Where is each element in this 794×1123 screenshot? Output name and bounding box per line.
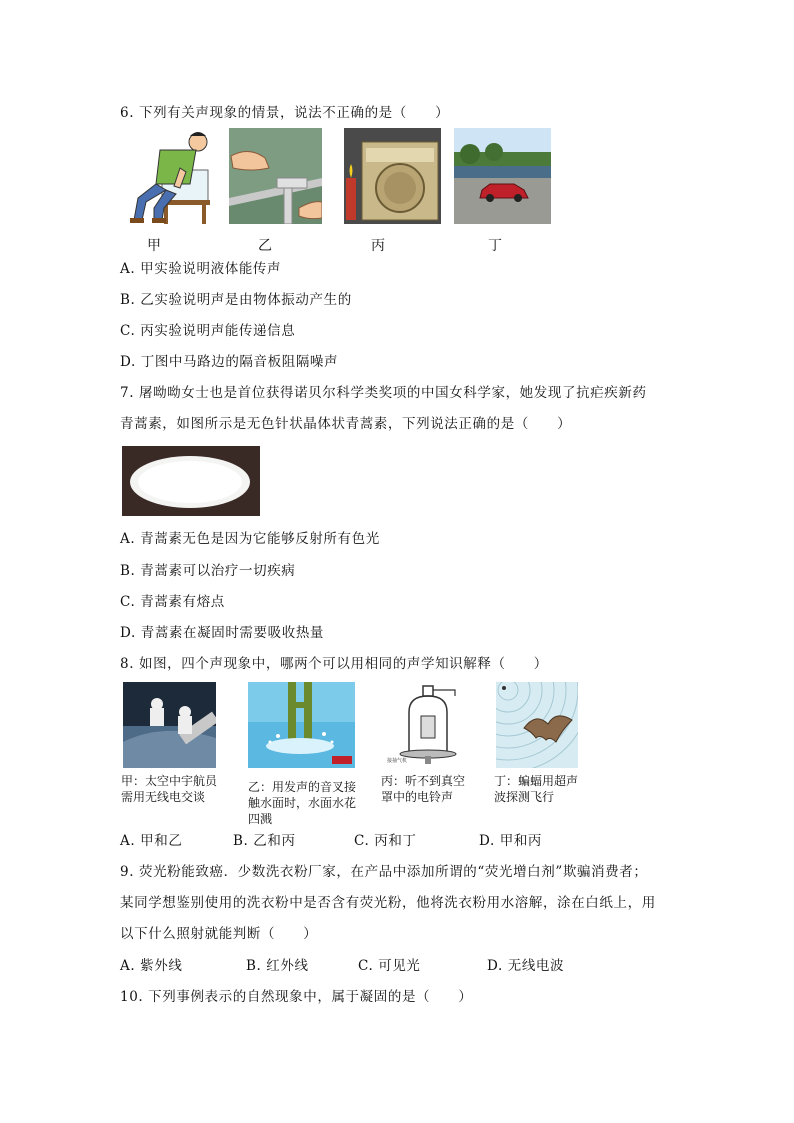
q8-caption-jia xyxy=(121,773,217,805)
tuning-fork-water-photo xyxy=(248,682,355,768)
q6-label-yi: 乙 xyxy=(258,238,272,254)
q6-option-c: C. 丙实验说明声能传递信息 xyxy=(120,323,296,339)
q7-option-d: D. 青蒿素在凝固时需要吸收热量 xyxy=(120,625,325,641)
q8-option-c: C. 丙和丁 xyxy=(354,833,417,849)
bat-ultrasound-drawing xyxy=(496,682,578,768)
q8-caption-yi xyxy=(248,779,356,827)
svg-text:接抽气机: 接抽气机 xyxy=(387,758,408,764)
q8-caption-yi-line1: 乙：用发声的音叉接 xyxy=(248,780,357,794)
q7-option-a: A. 青蒿素无色是因为它能够反射所有色光 xyxy=(120,531,380,547)
q8-caption-ding xyxy=(494,773,578,805)
q9-stem-line3: 以下什么照射就能判断（ ） xyxy=(120,926,318,942)
q8-caption-jia-line2: 需用无线电交谈 xyxy=(121,790,206,804)
boy-aquarium-illustration xyxy=(120,128,216,224)
q8-caption-yi-line3: 四溅 xyxy=(248,812,273,826)
q7-stem-line1: 7. 屠呦呦女士也是首位获得诺贝尔科学类奖项的中国女科学家，她发现了抗疟疾新药 xyxy=(120,385,647,401)
q8-caption-jia-line1: 甲：太空中宇航员 xyxy=(121,774,218,788)
q7-option-b: B. 青蒿素可以治疗一切疾病 xyxy=(120,563,296,579)
radio-candle-illustration xyxy=(344,128,441,224)
hand-tuning-fork-illustration xyxy=(229,128,322,224)
q9-option-b: B. 红外线 xyxy=(246,958,309,974)
q9-option-a: A. 紫外线 xyxy=(120,958,183,974)
q9-option-c: C. 可见光 xyxy=(358,958,421,974)
q7-option-c: C. 青蒿素有熔点 xyxy=(120,594,225,610)
car-soundbarrier-photo xyxy=(454,128,551,224)
q8-stem: 8. 如图，四个声现象中，哪两个可以用相同的声学知识解释（ ） xyxy=(120,656,548,672)
q8-caption-bing-line2: 罩中的电铃声 xyxy=(381,790,454,804)
q9-stem-line2: 某同学想鉴别使用的洗衣粉中是否含有荧光粉，他将洗衣粉用水溶解，涂在白纸上，用 xyxy=(120,895,656,911)
bell-jar-drawing xyxy=(385,682,471,768)
q8-caption-bing xyxy=(381,773,465,805)
q8-caption-bing-line1: 丙：听不到真空 xyxy=(381,774,466,788)
q9-option-d: D. 无线电波 xyxy=(487,958,565,974)
q6-option-d: D. 丁图中马路边的隔音板阻隔噪声 xyxy=(120,354,339,370)
q8-caption-ding-line1: 丁：蝙蝠用超声 xyxy=(494,774,579,788)
q6-option-a: A. 甲实验说明液体能传声 xyxy=(120,261,282,277)
q6-label-ding: 丁 xyxy=(488,238,502,254)
q6-label-bing: 丙 xyxy=(371,238,385,254)
q6-label-jia: 甲 xyxy=(147,238,161,254)
q8-option-d: D. 甲和丙 xyxy=(479,833,543,849)
q9-stem-line1: 9. 荧光粉能致癌．少数洗衣粉厂家，在产品中添加所谓的“荧光增白剂”欺骗消费者； xyxy=(120,864,648,880)
q8-caption-ding-line2: 波探测飞行 xyxy=(494,790,555,804)
q7-stem-line2: 青蒿素，如图所示是无色针状晶体状青蒿素，下列说法正确的是（ ） xyxy=(120,416,572,432)
q10-stem: 10. 下列事例表示的自然现象中，属于凝固的是（ ） xyxy=(120,989,473,1005)
q8-option-a: A. 甲和乙 xyxy=(120,833,183,849)
q8-option-b: B. 乙和丙 xyxy=(233,833,296,849)
artemisinin-crystal-photo xyxy=(122,446,260,516)
astronaut-photo xyxy=(123,682,216,768)
q6-option-b: B. 乙实验说明声是由物体振动产生的 xyxy=(120,292,352,308)
q8-caption-yi-line2: 触水面时，水面水花 xyxy=(248,796,357,810)
q6-stem: 6. 下列有关声现象的情景，说法不正确的是（ ） xyxy=(120,105,450,121)
